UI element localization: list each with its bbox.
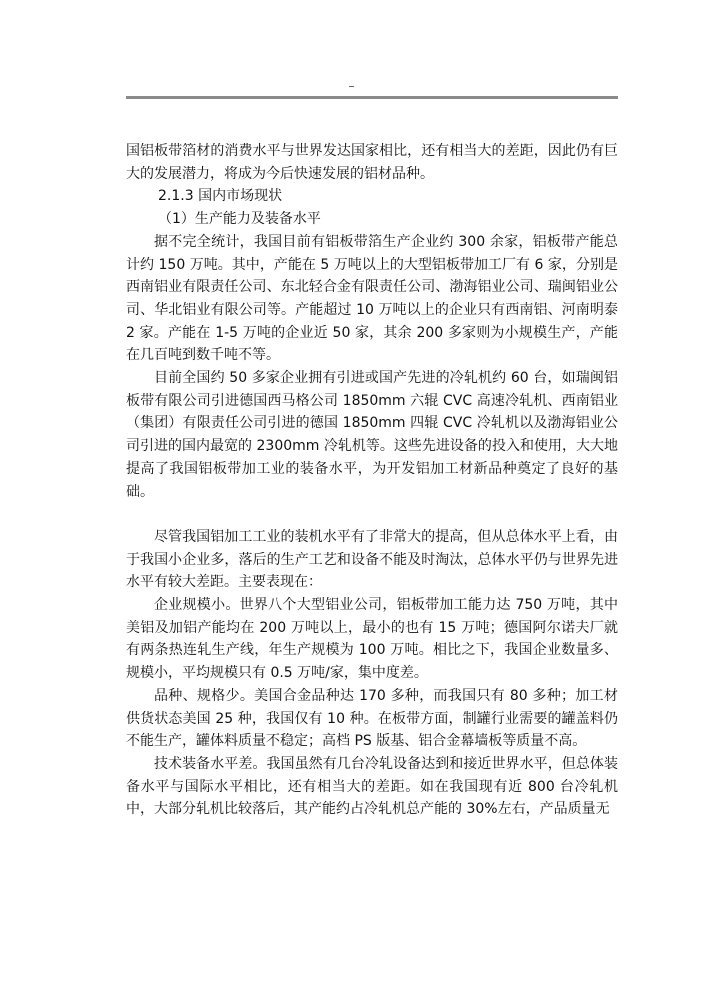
- document-body: [126, 140, 618, 821]
- paragraph-4: 尽管我国铝加工工业的装机水平有了非常大的提高，但从总体水平上看，由于我国小企业多，落后的生产工艺和设备不能及时淘汰，总体水平仍与世界先进水平有较大差距。主要表现在：: [126, 528, 618, 591]
- paragraph-3: 目前全国约 50 多家企业拥有引进或国产先进的冷轧机约 60 台，如瑞闽铝板带有限公司引进德国西马格公司 1850mm 六辊 CVC 高速冷轧机、西南铝业（集团）有限责任公司引进的德国 1850mm 四辊 CVC 冷轧机以及渤海铝业公司引进的国内最宽的 2300mm 冷轧机等。这些先进设备的投入和使用，大大地提高了我国铝板带加工业的装备水平，为开发铝加工材新品种奠定了良好的基础。: [126, 370, 618, 500]
- paragraph-1: 国铝板带箔材的消费水平与世界发达国家相比，还有相当大的差距，因此仍有巨大的发展潜力，将成为今后快速发展的铝材品种。: [126, 143, 618, 182]
- paragraph-2: 据不完全统计，我国目前有铝板带箔生产企业约 300 余家，铝板带产能总计约 150 万吨。其中，产能在 5 万吨以上的大型铝板带加工厂有 6 家，分别是西南铝业有限责任公司、东北轻合金有限责任公司、渤海铝业公司、瑞闽铝业公司、华北铝业有限公司等。产能超过 10 万吨以上的企业只有西南铝、河南明泰 2 家。产能在 1-5 万吨的企业近 50 家，其余 200 多家则为小规模生产，产能在几百吨到数千吨不等。: [126, 233, 618, 364]
- paragraph-gap: [126, 503, 618, 526]
- section-heading: 2.1.3 国内市场现状: [158, 188, 283, 205]
- sub-heading: （1）生产能力及装备水平: [158, 211, 321, 228]
- paragraph-6: 品种、规格少。美国合金品种达 170 多种，而我国只有 80 多种；加工材供货状态美国 25 种，我国仅有 10 种。在板带方面，制罐行业需要的罐盖料仍不能生产，罐体料质量不稳定；高档 PS 版基、铝合金幕墙板等质量不高。: [126, 687, 618, 750]
- header-rule: [126, 96, 618, 99]
- paragraph-7: 技术装备水平差。我国虽然有几台冷轧设备达到和接近世界水平，但总体装备水平与国际水平相比，还有相当大的差距。如在我国现有近 800 台冷轧机中，大部分轧机比较落后，其产能约占冷轧机总产能的 30%左右，产品质量无: [126, 755, 618, 818]
- header-mark: –: [348, 79, 355, 93]
- paragraph-5: 企业规模小。世界八个大型铝业公司，铝板带加工能力达 750 万吨，其中美铝及加铝产能均在 200 万吨以上，最小的也有 15 万吨；德国阿尔诺夫厂就有两条热连轧生产线，年生产规模为 100 万吨。相比之下，我国企业数量多、规模小，平均规模只有 0.5 万吨/家，集中度差。: [126, 597, 618, 682]
